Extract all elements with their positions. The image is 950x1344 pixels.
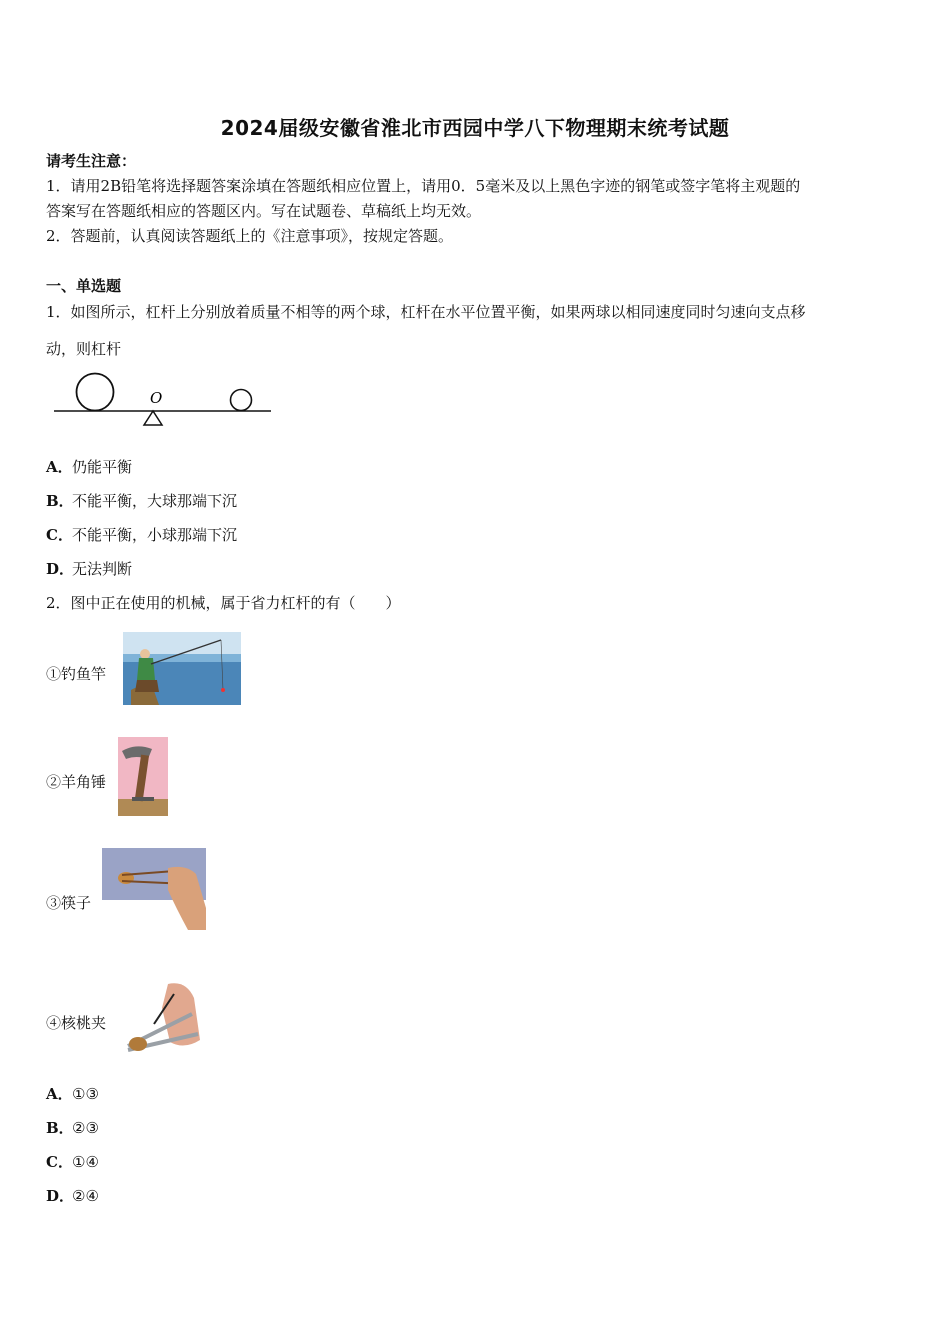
q1-option-c[interactable] [46, 525, 237, 545]
option-text: 不能平衡，小球那端下沉 [72, 526, 238, 544]
q2-stem: 2．图中正在使用的机械，属于省力杠杆的有（ ） [46, 594, 401, 612]
q2-option-b[interactable] [46, 1118, 99, 1138]
q2-option-c[interactable] [46, 1152, 99, 1172]
option-letter: D． [46, 1187, 75, 1205]
q2-item-2-label: ②羊角锤 [46, 773, 107, 791]
q1-option-a[interactable] [46, 457, 132, 477]
option-letter: B． [46, 492, 74, 510]
q2-item-4-label: ④核桃夹 [46, 1014, 107, 1032]
fulcrum-label: O [150, 389, 163, 407]
notice-item-2: 2．答题前，认真阅读答题纸上的《注意事项》，按规定答题。 [46, 227, 454, 245]
fishing-rod-image [123, 632, 241, 705]
chopsticks-image [102, 848, 206, 930]
option-text: ②④ [72, 1187, 99, 1205]
option-text: ②③ [72, 1119, 99, 1137]
option-letter: A． [46, 458, 73, 476]
large-ball [77, 374, 114, 411]
option-text: ①③ [72, 1085, 99, 1103]
notice-item-1-line-1: 1．请用2B铅笔将选择题答案涂填在答题纸相应位置上，请用0．5毫米及以上黑色字迹的钢笔或签字笔将主观题的 [46, 177, 801, 195]
q2-option-a[interactable] [46, 1084, 99, 1104]
q1-option-d[interactable] [46, 559, 132, 579]
q1-stem-line-1: 1．如图所示，杠杆上分别放着质量不相等的两个球，杠杆在水平位置平衡，如果两球以相同速度同时匀速向支点移 [46, 303, 806, 321]
q2-option-d[interactable] [46, 1186, 99, 1206]
small-ball [231, 390, 252, 411]
q2-item-1-label: ①钓鱼竿 [46, 665, 107, 683]
nutcracker-image [114, 980, 202, 1062]
claw-hammer-image [118, 737, 168, 816]
page-title: 2024届级安徽省淮北市西园中学八下物理期末统考试题 [220, 116, 730, 140]
option-letter: C． [46, 526, 73, 544]
option-text: 仍能平衡 [72, 458, 133, 476]
option-text: 不能平衡，大球那端下沉 [72, 492, 238, 510]
lever-figure [50, 370, 275, 430]
q1-stem-line-2: 动，则杠杆 [46, 340, 122, 358]
section-heading: 一、单选题 [46, 277, 122, 295]
option-letter: A． [46, 1085, 73, 1103]
option-text: ①④ [72, 1153, 99, 1171]
q2-item-3-label: ③筷子 [46, 894, 92, 912]
notice-item-1-line-2: 答案写在答题纸相应的答题区内。写在试题卷、草稿纸上均无效。 [46, 202, 482, 220]
fulcrum-triangle [144, 411, 162, 425]
option-letter: C． [46, 1153, 73, 1171]
q1-option-b[interactable] [46, 491, 237, 511]
option-letter: D． [46, 560, 75, 578]
option-text: 无法判断 [72, 560, 133, 578]
notice-heading: 请考生注意： [46, 152, 137, 170]
option-letter: B． [46, 1119, 74, 1137]
